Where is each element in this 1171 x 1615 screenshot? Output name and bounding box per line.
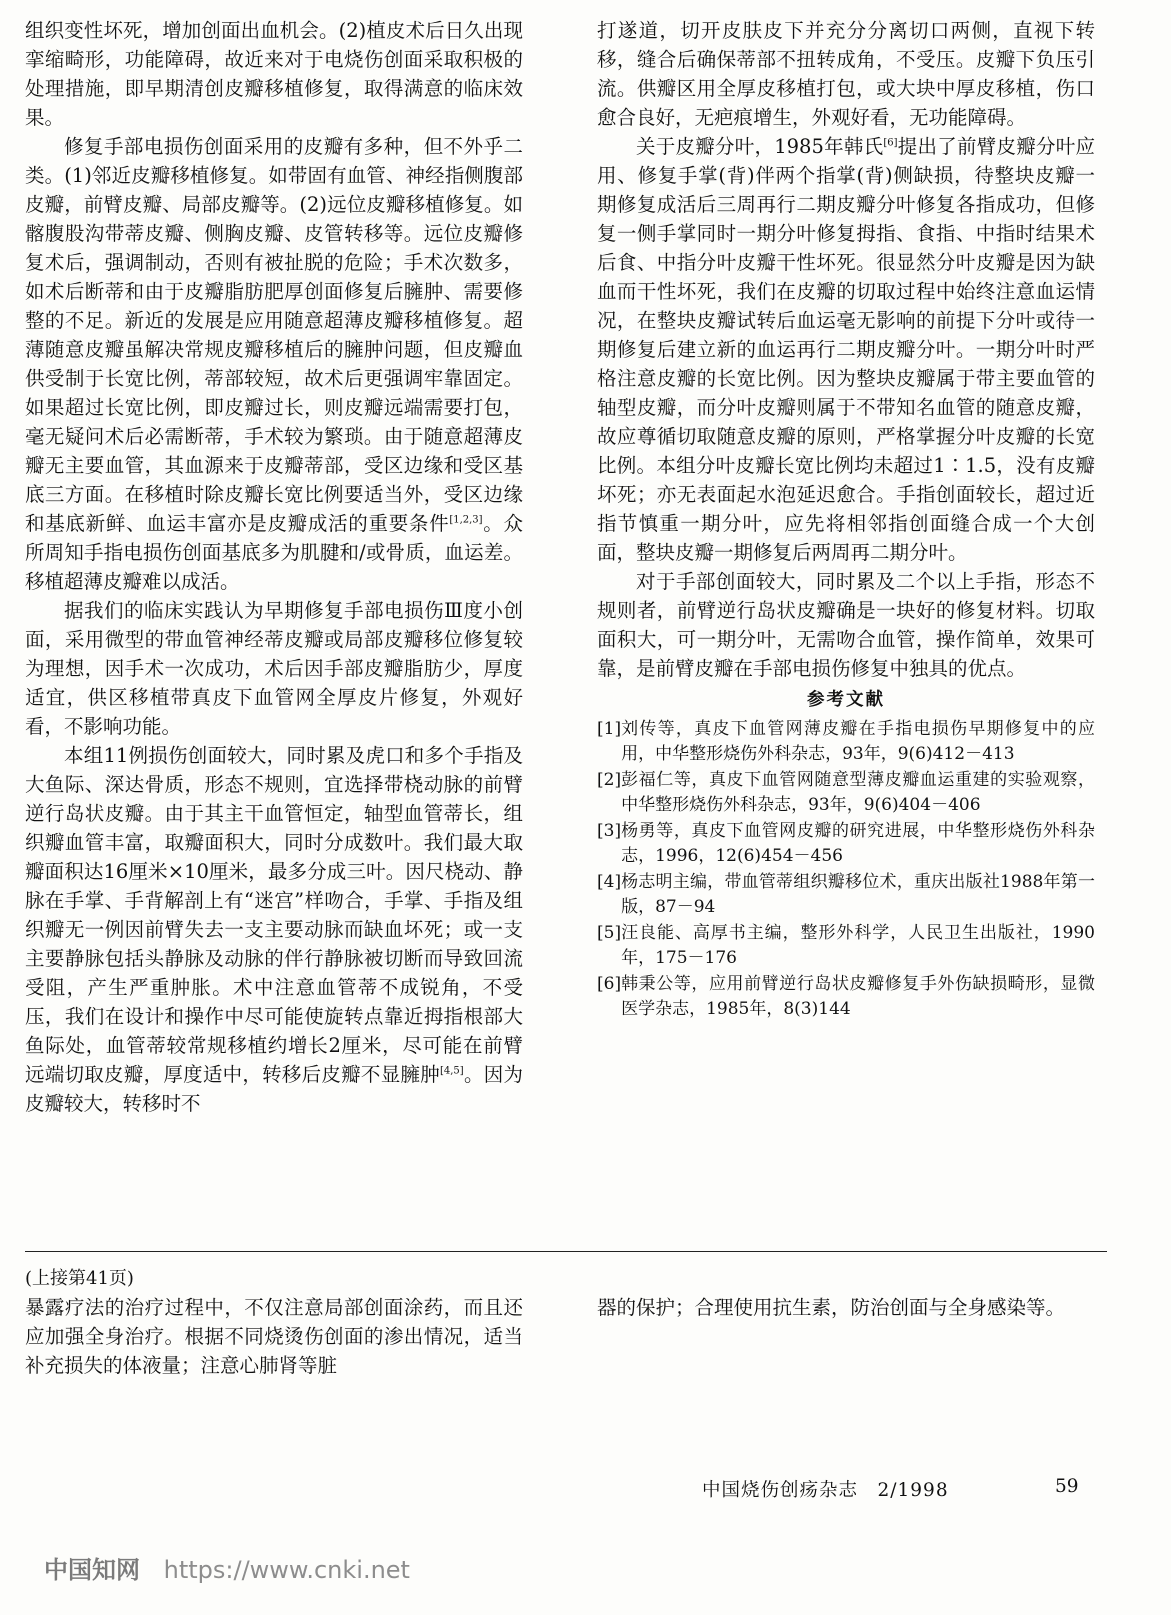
watermark-url[interactable]: https://www.cnki.net: [163, 1556, 410, 1584]
reference-text: 汪良能、高厚书主编，整形外科学，人民卫生出版社，1990年，175－176: [621, 923, 1095, 968]
journal-name: 中国烧伤创疡杂志 2/1998: [702, 1480, 949, 1501]
reference-number: [6]: [597, 974, 622, 994]
paragraph: 据我们的临床实践认为早期修复手部电损伤Ⅲ度小创面，采用微型的带血管神经蒂皮瓣或局部皮瓣移位修复较为理想，因手术一次成功，术后因手部皮瓣脂肪少，厚度适宜，供区移植带真皮下血管网全厚皮片修复，外观好看，不影响功能。: [25, 599, 523, 738]
reference-text: 刘传等，真皮下血管网薄皮瓣在手指电损伤早期修复中的应用，中华整形烧伤外科杂志，93年，9(6)412－413: [621, 719, 1095, 764]
paragraph: [25, 741, 523, 1118]
paragraph-text: 。因为皮瓣较大，转移时不: [25, 1063, 523, 1115]
reference-number: [4]: [597, 872, 622, 892]
left-column: [25, 16, 523, 1118]
citation: [4,5]: [439, 1065, 464, 1077]
watermark-logo: 中国知网: [44, 1556, 140, 1584]
paragraph: 器的保护；合理使用抗生素，防治创面与全身感染等。: [597, 1296, 1066, 1319]
paragraph: 组织变性坏死，增加创面出血机会。(2)植皮术后日久出现挛缩畸形，功能障碍，故近来对于电烧伤创面采取积极的处理措施，即早期清创皮瓣移植修复，取得满意的临床效果。: [25, 19, 523, 129]
citation: [1,2,3]: [449, 514, 483, 526]
reference-item: [597, 921, 1095, 971]
paragraph: [25, 132, 523, 596]
paragraph-text: 关于皮瓣分叶，1985年韩氏: [636, 135, 884, 158]
reference-item: [597, 870, 1095, 920]
reference-text: 彭福仁等，真皮下血管网随意型薄皮瓣血运重建的实验观察，中华整形烧伤外科杂志，93年，9(6)404－406: [621, 770, 1095, 815]
reference-number: [1]: [597, 719, 622, 739]
right-column: [597, 16, 1095, 1023]
paragraph: 暴露疗法的治疗过程中，不仅注意局部创面涂药，而且还应加强全身治疗。根据不同烧烫伤创面的渗出情况，适当补充损失的体液量；注意心肺肾等脏: [25, 1296, 523, 1377]
references-list: [597, 717, 1095, 1022]
page-number: 59: [1055, 1476, 1079, 1497]
reference-number: [2]: [597, 770, 622, 790]
section-divider: [25, 1251, 1107, 1252]
references-title: 参考文献: [807, 690, 885, 710]
reference-number: [5]: [597, 923, 622, 943]
reference-item: [597, 717, 1095, 767]
paragraph: [597, 132, 1095, 567]
reference-number: [3]: [597, 821, 622, 841]
paragraph-text: 修复手部电损伤创面采用的皮瓣有多种，但不外乎二类。(1)邻近皮瓣移植修复。如带固有血管、神经指侧腹部皮瓣，前臂皮瓣、局部皮瓣等。(2)远位皮瓣移植修复。如髂腹股沟带蒂皮瓣、侧胸皮瓣、皮管转移等。远位皮瓣修复术后，强调制动，否则有被扯脱的危险；手术次数多，如术后断蒂和由于皮瓣脂肪肥厚创面修复后臃肿、需要修整的不足。新近的发展是应用随意超薄皮瓣移植修复。超薄随意皮瓣虽解决常规皮瓣移植后的臃肿问题，但皮瓣血供受制于长宽比例，蒂部较短，故术后更强调牢靠固定。如果超过长宽比例，即皮瓣过长，则皮瓣远端需要打包，毫无疑问术后必需断蒂，手术较为繁琐。由于随意超薄皮瓣无主要血管，其血源来于皮瓣蒂部，受区边缘和受区基底三方面。在移植时除皮瓣长宽比例要适当外，受区边缘和基底新鲜、血运丰富亦是皮瓣成活的重要条件: [25, 135, 523, 535]
reference-text: 韩秉公等，应用前臂逆行岛状皮瓣修复手外伤缺损畸形，显微医学杂志，1985年，8(3)144: [621, 974, 1095, 1019]
citation: [6]: [883, 137, 898, 149]
reference-item: [597, 768, 1095, 818]
reference-item: [597, 972, 1095, 1022]
continuation-right-column: [597, 1293, 1095, 1322]
paragraph-text: 。众所周知手指电损伤创面基底多为肌腱和/或骨质，血运差。移植超薄皮瓣难以成活。: [25, 512, 523, 593]
paragraph-text: 提出了前臂皮瓣分叶应用、修复手掌(背)伴两个指掌(背)侧缺损，待整块皮瓣一期修复成活后三周再行二期皮瓣分叶修复各指成功，但修复一侧手掌同时一期分叶修复拇指、食指、中指时结果术后食、中指分叶皮瓣干性坏死。很显然分叶皮瓣是因为缺血而干性坏死，我们在皮瓣的切取过程中始终注意血运情况，在整块皮瓣试转后血运毫无影响的前提下分叶或待一期修复后建立新的血运再行二期皮瓣分叶。一期分叶时严格注意皮瓣的长宽比例。因为整块皮瓣属于带主要血管的轴型皮瓣，而分叶皮瓣则属于不带知名血管的随意皮瓣，故应尊循切取随意皮瓣的原则，严格掌握分叶皮瓣的长宽比例。本组分叶皮瓣长宽比例均未超过1∶1.5，没有皮瓣坏死；亦无表面起水泡延迟愈合。手指创面较长，超过近指节慎重一期分叶，应先将相邻指创面缝合成一个大创面，整块皮瓣一期修复后两周再二期分叶。: [597, 135, 1095, 564]
reference-text: 杨志明主编，带血管蒂组织瓣移位术，重庆出版社1988年第一版，87－94: [621, 872, 1095, 917]
reference-item: [597, 819, 1095, 869]
watermark: [44, 1550, 410, 1585]
reference-text: 杨勇等，真皮下血管网皮瓣的研究进展，中华整形烧伤外科杂志，1996，12(6)454－456: [621, 821, 1095, 866]
paragraph: 对于手部创面较大，同时累及二个以上手指，形态不规则者，前臂逆行岛状皮瓣确是一块好的修复材料。切取面积大，可一期分叶，无需吻合血管，操作简单，效果可靠，是前臂皮瓣在手部电损伤修复中独具的优点。: [597, 570, 1095, 680]
continuation-left-column: [25, 1293, 523, 1380]
paragraph: 打遂道，切开皮肤皮下并充分分离切口两侧，直视下转移，缝合后确保蒂部不扭转成角，不受压。皮瓣下负压引流。供瓣区用全厚皮移植打包，或大块中厚皮移植，伤口愈合良好，无疤痕增生，外观好看，无功能障碍。: [597, 19, 1095, 129]
paragraph-text: 本组11例损伤创面较大，同时累及虎口和多个手指及大鱼际、深达骨质，形态不规则，宜选择带桡动脉的前臂逆行岛状皮瓣。由于其主干血管恒定，轴型血管蒂长，组织瓣血管丰富，取瓣面积大，同时分成数叶。我们最大取瓣面积达16厘米×10厘米，最多分成三叶。因尺桡动、静脉在手掌、手背解剖上有“迷宫”样吻合，手掌、手指及组织瓣无一例因前臂失去一支主要动脉而缺血坏死；或一支主要静脉包括头静脉及动脉的伴行静脉被切断而导致回流受阻，产生严重肿胀。术中注意血管蒂不成锐角，不受压，我们在设计和操作中尽可能使旋转点靠近拇指根部大鱼际处，血管蒂较常规移植约增长2厘米，尽可能在前臂远端切取皮瓣，厚度适中，转移后皮瓣不显臃肿: [25, 744, 523, 1086]
continuation-heading: (上接第41页): [25, 1268, 134, 1289]
